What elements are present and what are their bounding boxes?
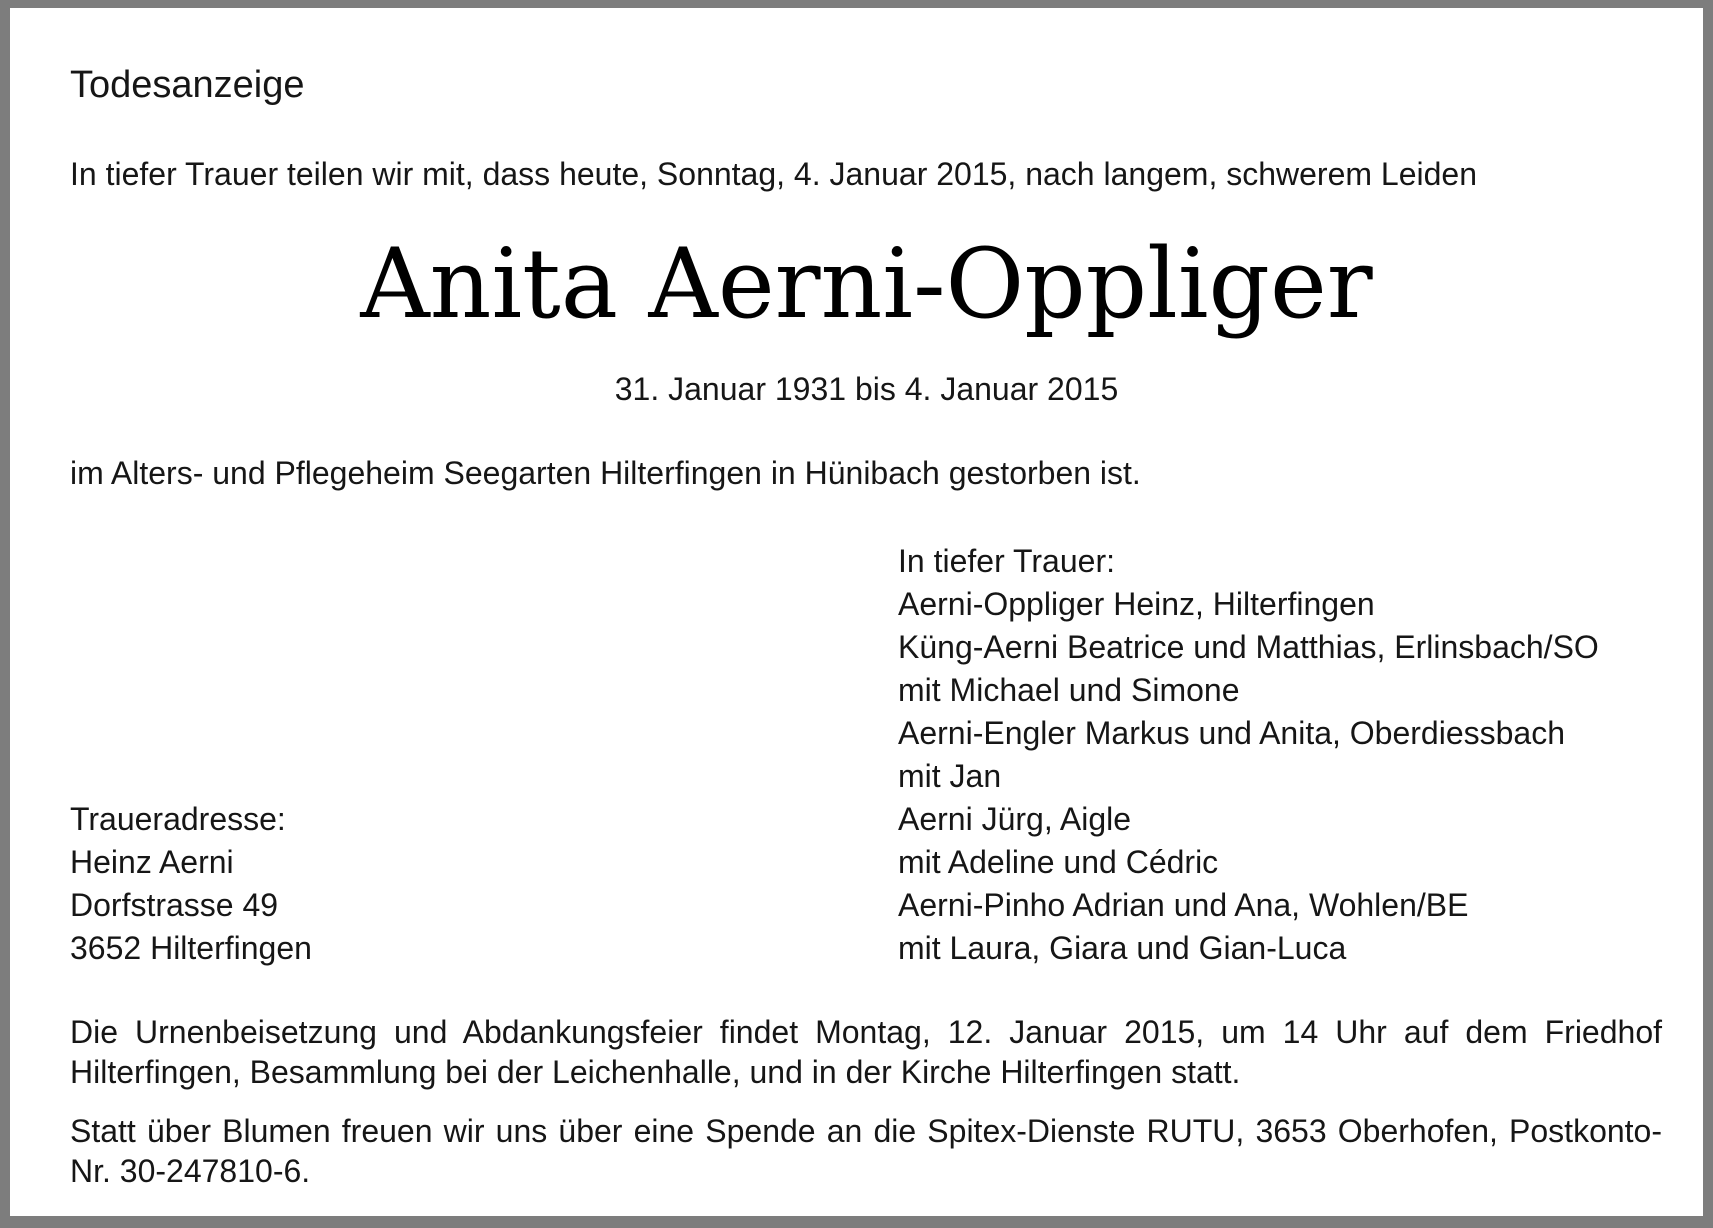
mourners-list-item: Aerni-Engler Markus und Anita, Oberdiessbach <box>898 715 1566 751</box>
mourning-address <box>70 798 312 970</box>
mourners-list-item: Aerni Jürg, Aigle <box>898 801 1132 837</box>
mourners-list <box>898 540 1599 970</box>
mourners-list-item: mit Laura, Giara und Gian-Luca <box>898 930 1347 966</box>
notice-heading: Todesanzeige <box>70 64 305 106</box>
mourners-list-item: Aerni-Pinho Adrian und Ana, Wohlen/BE <box>898 887 1469 923</box>
place-of-death: im Alters- und Pflegeheim Seegarten Hilterfingen in Hünibach gestorben ist. <box>70 455 1141 491</box>
mourners-list-item: mit Michael und Simone <box>898 672 1240 708</box>
mourners-list-item: Aerni-Oppliger Heinz, Hilterfingen <box>898 586 1375 622</box>
ceremony-paragraph: Die Urnenbeisetzung und Abdankungsfeier findet Montag, 12. Januar 2015, um 14 Uhr auf dem Friedhof Hilterfingen, Besammlung bei der Leichenhalle, und in der Kirche Hilterfingen statt. <box>70 1014 1662 1090</box>
mourners-list-item: mit Jan <box>898 758 1002 794</box>
mourners-list-item: Küng-Aerni Beatrice und Matthias, Erlinsbach/SO <box>898 629 1599 665</box>
address-line: Heinz Aerni <box>70 844 234 880</box>
deceased-name: Anita Aerni-Oppliger <box>360 228 1373 340</box>
address-line: Dorfstrasse 49 <box>70 887 279 923</box>
address-line: Traueradresse: <box>70 801 286 837</box>
mourners-list-item: In tiefer Trauer: <box>898 543 1115 579</box>
mourners-list-item: mit Adeline und Cédric <box>898 844 1219 880</box>
donation-paragraph: Statt über Blumen freuen wir uns über eine Spende an die Spitex-Dienste RUTU, 3653 Oberhofen, Postkonto-Nr. 30-247810-6. <box>70 1113 1662 1189</box>
life-dates: 31. Januar 1931 bis 4. Januar 2015 <box>614 371 1119 407</box>
intro-text: In tiefer Trauer teilen wir mit, dass heute, Sonntag, 4. Januar 2015, nach langem, schwerem Leiden <box>70 156 1478 192</box>
address-line: 3652 Hilterfingen <box>70 930 312 966</box>
